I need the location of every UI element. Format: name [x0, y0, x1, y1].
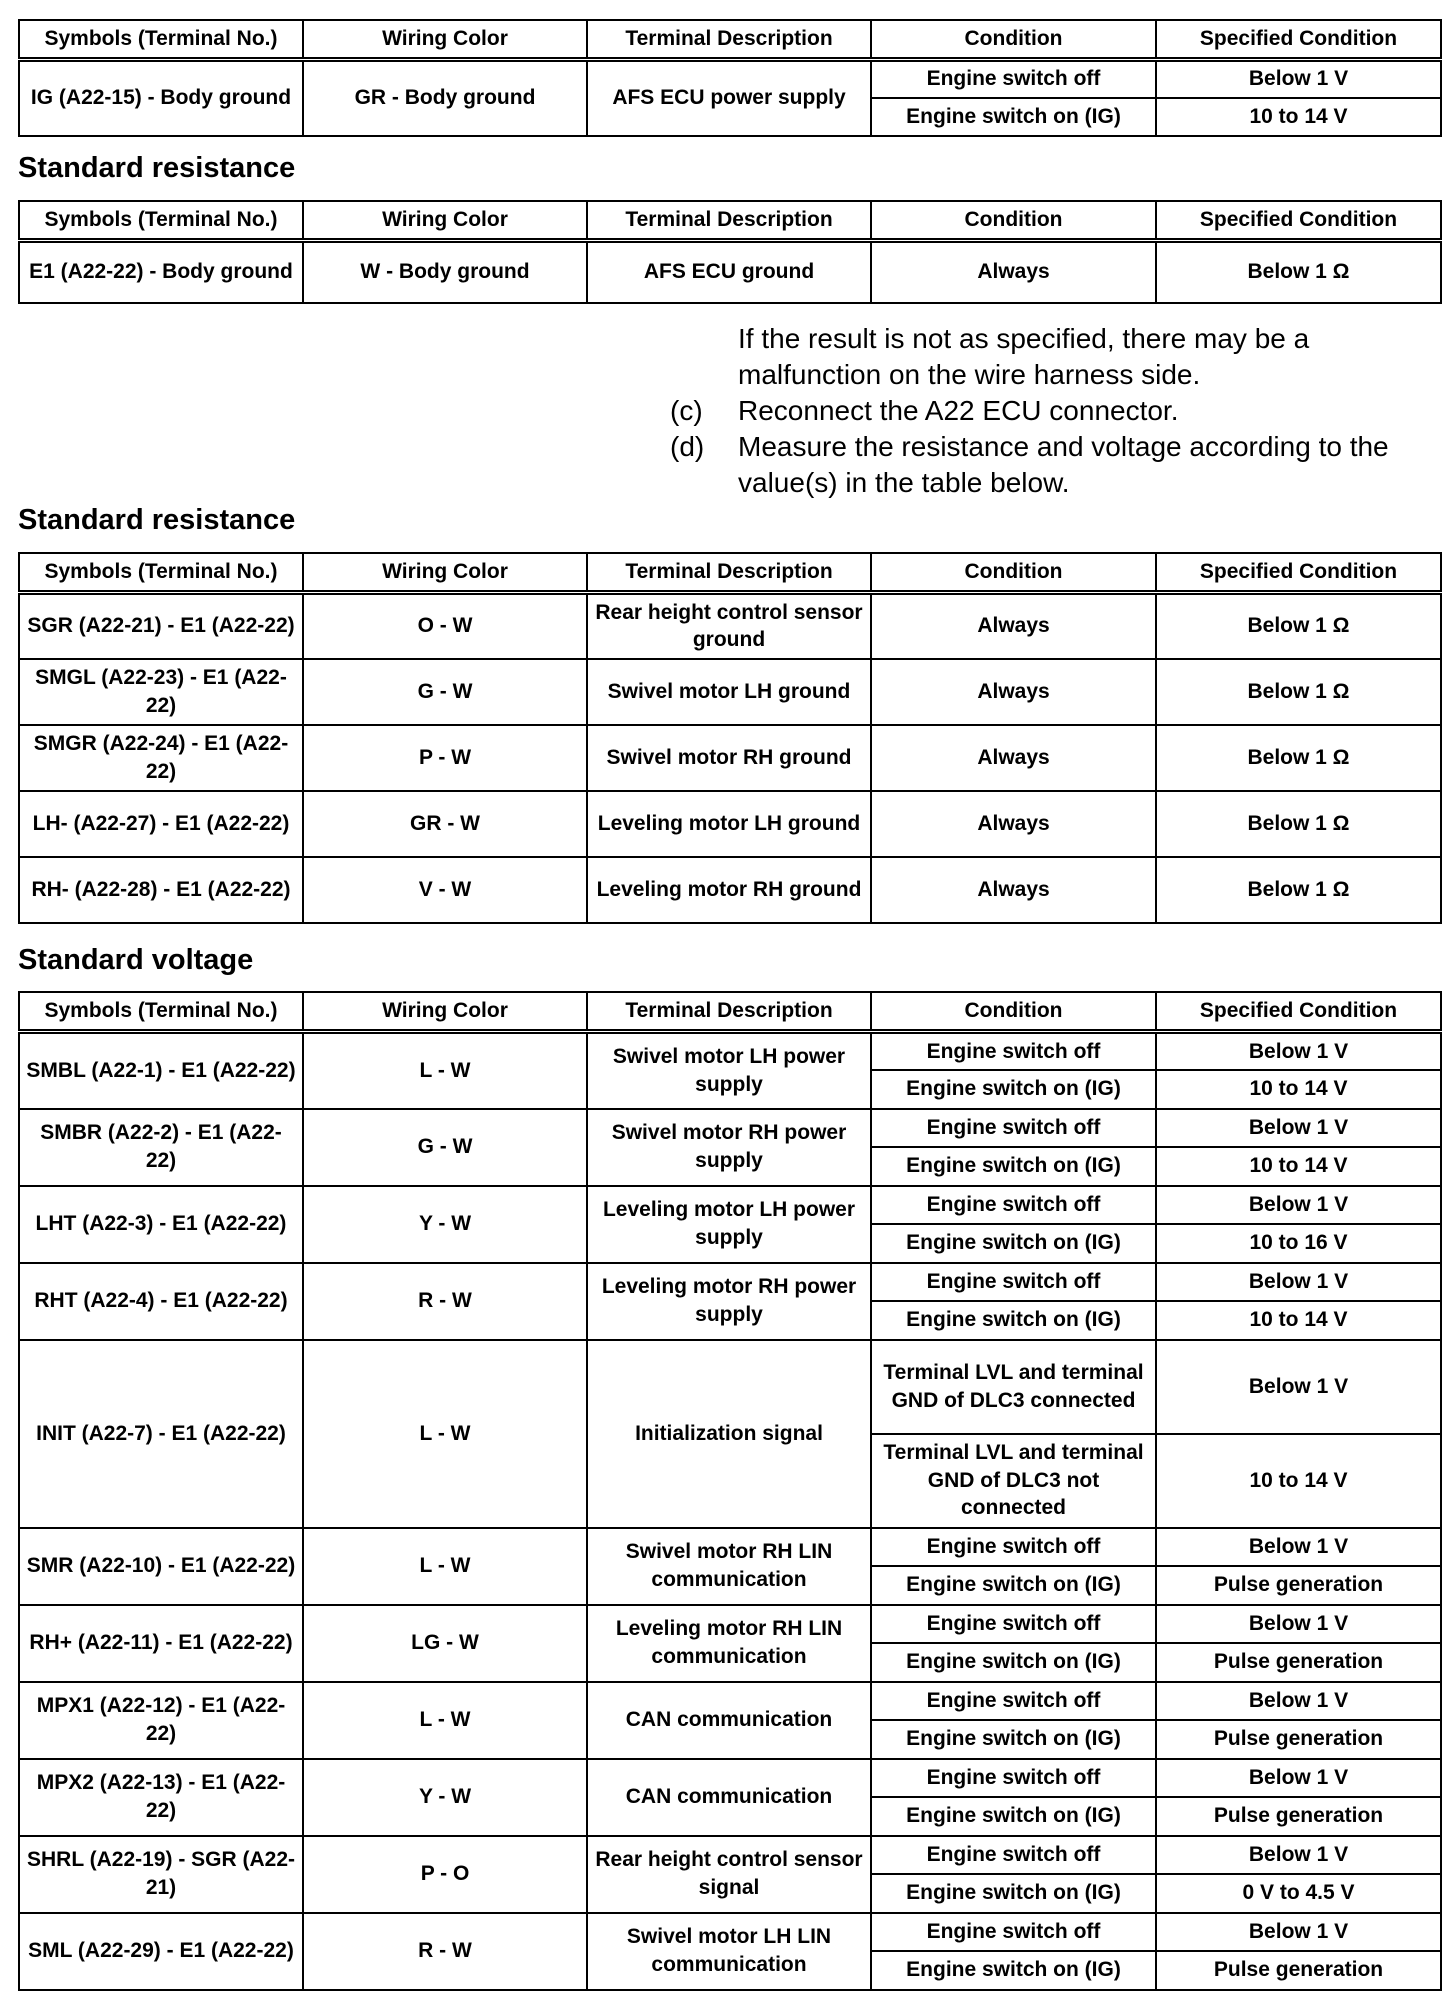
symbol-cell: RHT (A22-4) - E1 (A22-22): [19, 1263, 303, 1340]
terminal-description-cell: Swivel motor LH ground: [587, 659, 871, 725]
condition-cell: Engine switch off: [871, 1682, 1156, 1721]
condition-cell: Engine switch on (IG): [871, 1720, 1156, 1759]
wiring-color-cell: LG - W: [303, 1605, 587, 1682]
table-row: [19, 241, 1441, 303]
symbol-cell: SMGL (A22-23) - E1 (A22-22): [19, 659, 303, 725]
column-header: Specified Condition: [1156, 201, 1441, 241]
terminal-description-cell: AFS ECU power supply: [587, 60, 871, 136]
specified-condition-cell: Below 1 V: [1156, 1528, 1441, 1567]
column-header: Specified Condition: [1156, 20, 1441, 60]
wiring-color-cell: G - W: [303, 1109, 587, 1186]
wiring-color-cell: L - W: [303, 1340, 587, 1528]
terminal-description-cell: Leveling motor RH LIN communication: [587, 1605, 871, 1682]
column-header: Wiring Color: [303, 201, 587, 241]
specified-condition-cell: Pulse generation: [1156, 1797, 1441, 1836]
wiring-color-cell: O - W: [303, 593, 587, 659]
table-row: [19, 857, 1441, 923]
column-header: Terminal Description: [587, 201, 871, 241]
symbol-cell: MPX2 (A22-13) - E1 (A22-22): [19, 1759, 303, 1836]
terminal-description-cell: CAN communication: [587, 1682, 871, 1759]
specified-condition-cell: Below 1 Ω: [1156, 659, 1441, 725]
condition-cell: Engine switch off: [871, 1913, 1156, 1952]
table-row: [19, 1682, 1441, 1721]
terminal-description-cell: Swivel motor RH LIN communication: [587, 1528, 871, 1605]
condition-cell: Always: [871, 791, 1156, 857]
symbol-cell: E1 (A22-22) - Body ground: [19, 241, 303, 303]
wiring-color-cell: GR - Body ground: [303, 60, 587, 136]
table-row: [19, 1109, 1441, 1148]
column-header: Condition: [871, 992, 1156, 1032]
terminal-description-cell: Leveling motor LH power supply: [587, 1186, 871, 1263]
table-row: [19, 791, 1441, 857]
table-row: [19, 593, 1441, 659]
specified-condition-cell: Below 1 V: [1156, 1032, 1441, 1071]
symbol-cell: RH+ (A22-11) - E1 (A22-22): [19, 1605, 303, 1682]
condition-cell: Engine switch on (IG): [871, 1797, 1156, 1836]
table-row: [19, 1913, 1441, 1952]
condition-cell: Always: [871, 593, 1156, 659]
column-header: Terminal Description: [587, 553, 871, 593]
wiring-color-cell: L - W: [303, 1032, 587, 1109]
table-row: [19, 1759, 1441, 1798]
condition-cell: Engine switch off: [871, 1263, 1156, 1302]
specified-condition-cell: Pulse generation: [1156, 1720, 1441, 1759]
specified-condition-cell: 10 to 14 V: [1156, 1301, 1441, 1340]
column-header: Symbols (Terminal No.): [19, 20, 303, 60]
header-row: [19, 553, 1441, 593]
table-row: [19, 1263, 1441, 1302]
wiring-color-cell: L - W: [303, 1528, 587, 1605]
table-row: [19, 1340, 1441, 1434]
specified-condition-cell: Pulse generation: [1156, 1951, 1441, 1990]
terminal-description-cell: Leveling motor RH ground: [587, 857, 871, 923]
terminal-description-cell: Initialization signal: [587, 1340, 871, 1528]
specified-condition-cell: Below 1 Ω: [1156, 791, 1441, 857]
specified-condition-cell: 10 to 14 V: [1156, 1147, 1441, 1186]
condition-cell: Engine switch on (IG): [871, 1147, 1156, 1186]
column-header: Specified Condition: [1156, 553, 1441, 593]
table-row: [19, 725, 1441, 791]
column-header: Specified Condition: [1156, 992, 1441, 1032]
symbol-cell: LH- (A22-27) - E1 (A22-22): [19, 791, 303, 857]
terminal-description-cell: Swivel motor RH power supply: [587, 1109, 871, 1186]
column-header: Wiring Color: [303, 20, 587, 60]
symbol-cell: SGR (A22-21) - E1 (A22-22): [19, 593, 303, 659]
header-row: [19, 992, 1441, 1032]
condition-cell: Always: [871, 725, 1156, 791]
terminal-description-cell: Leveling motor LH ground: [587, 791, 871, 857]
terminal-description-cell: CAN communication: [587, 1759, 871, 1836]
terminal-description-cell: Rear height control sensor signal: [587, 1836, 871, 1913]
column-header: Symbols (Terminal No.): [19, 992, 303, 1032]
specified-condition-cell: Below 1 V: [1156, 1186, 1441, 1225]
table-row: [19, 1032, 1441, 1071]
symbol-cell: INIT (A22-7) - E1 (A22-22): [19, 1340, 303, 1528]
specified-condition-cell: Below 1 V: [1156, 1836, 1441, 1875]
specified-condition-cell: 10 to 14 V: [1156, 1434, 1441, 1528]
terminal-description-cell: Rear height control sensor ground: [587, 593, 871, 659]
header-row: [19, 201, 1441, 241]
table-standard-voltage: [18, 991, 1442, 1991]
symbol-cell: SMBL (A22-1) - E1 (A22-22): [19, 1032, 303, 1109]
table-ground-resistance: [18, 200, 1442, 304]
condition-cell: Always: [871, 241, 1156, 303]
wiring-color-cell: P - W: [303, 725, 587, 791]
table-power-supply-voltage: [18, 19, 1442, 137]
column-header: Condition: [871, 201, 1156, 241]
specified-condition-cell: Below 1 V: [1156, 1263, 1441, 1302]
column-header: Symbols (Terminal No.): [19, 201, 303, 241]
instruction-step-c: (c) Reconnect the A22 ECU connector.: [670, 395, 1179, 426]
specified-condition-cell: Below 1 Ω: [1156, 241, 1441, 303]
wiring-color-cell: Y - W: [303, 1186, 587, 1263]
instruction-note: If the result is not as specified, there may be a malfunction on the wire harness side.: [738, 323, 1310, 390]
instruction-step-d: (d) Measure the resistance and voltage according to the value(s) in the table below.: [670, 431, 1389, 498]
table-row: [19, 1528, 1441, 1567]
symbol-cell: SML (A22-29) - E1 (A22-22): [19, 1913, 303, 1990]
condition-cell: Engine switch off: [871, 1759, 1156, 1798]
specified-condition-cell: Below 1 V: [1156, 1759, 1441, 1798]
column-header: Terminal Description: [587, 992, 871, 1032]
symbol-cell: SMBR (A22-2) - E1 (A22-22): [19, 1109, 303, 1186]
column-header: Condition: [871, 20, 1156, 60]
wiring-color-cell: R - W: [303, 1263, 587, 1340]
condition-cell: Engine switch off: [871, 1605, 1156, 1644]
table-row: [19, 1836, 1441, 1875]
specified-condition-cell: Below 1 V: [1156, 1605, 1441, 1644]
condition-cell: Always: [871, 659, 1156, 725]
condition-cell: Engine switch on (IG): [871, 1874, 1156, 1913]
symbol-cell: MPX1 (A22-12) - E1 (A22-22): [19, 1682, 303, 1759]
wiring-color-cell: GR - W: [303, 791, 587, 857]
column-header: Terminal Description: [587, 20, 871, 60]
condition-cell: Engine switch on (IG): [871, 1301, 1156, 1340]
symbol-cell: IG (A22-15) - Body ground: [19, 60, 303, 136]
specified-condition-cell: Below 1 V: [1156, 1109, 1441, 1148]
wiring-color-cell: L - W: [303, 1682, 587, 1759]
wiring-color-cell: W - Body ground: [303, 241, 587, 303]
specified-condition-cell: Below 1 V: [1156, 1913, 1441, 1952]
symbol-cell: SMR (A22-10) - E1 (A22-22): [19, 1528, 303, 1605]
column-header: Condition: [871, 553, 1156, 593]
terminal-description-cell: Swivel motor RH ground: [587, 725, 871, 791]
wiring-color-cell: G - W: [303, 659, 587, 725]
table-row: [19, 1186, 1441, 1225]
table-row: [19, 1605, 1441, 1644]
condition-cell: Engine switch off: [871, 1186, 1156, 1225]
condition-cell: Engine switch off: [871, 1032, 1156, 1071]
condition-cell: Always: [871, 857, 1156, 923]
specified-condition-cell: Pulse generation: [1156, 1643, 1441, 1682]
specified-condition-cell: Below 1 V: [1156, 1340, 1441, 1434]
condition-cell: Engine switch off: [871, 60, 1156, 98]
terminal-description-cell: AFS ECU ground: [587, 241, 871, 303]
section-title-standard-voltage: Standard voltage: [18, 944, 254, 976]
column-header: Symbols (Terminal No.): [19, 553, 303, 593]
specified-condition-cell: 10 to 14 V: [1156, 98, 1441, 136]
wiring-color-cell: Y - W: [303, 1759, 587, 1836]
header-row: [19, 20, 1441, 60]
terminal-description-cell: Leveling motor RH power supply: [587, 1263, 871, 1340]
condition-cell: Terminal LVL and terminal GND of DLC3 not connected: [871, 1434, 1156, 1528]
condition-cell: Engine switch on (IG): [871, 1643, 1156, 1682]
condition-cell: Engine switch off: [871, 1528, 1156, 1567]
condition-cell: Engine switch on (IG): [871, 1224, 1156, 1263]
specified-condition-cell: Below 1 V: [1156, 1682, 1441, 1721]
table-row: [19, 60, 1441, 98]
specified-condition-cell: Pulse generation: [1156, 1566, 1441, 1605]
table-row: [19, 659, 1441, 725]
condition-cell: Engine switch on (IG): [871, 1566, 1156, 1605]
condition-cell: Engine switch on (IG): [871, 98, 1156, 136]
wiring-color-cell: R - W: [303, 1913, 587, 1990]
symbol-cell: SMGR (A22-24) - E1 (A22-22): [19, 725, 303, 791]
condition-cell: Engine switch on (IG): [871, 1951, 1156, 1990]
symbol-cell: RH- (A22-28) - E1 (A22-22): [19, 857, 303, 923]
condition-cell: Engine switch off: [871, 1109, 1156, 1148]
wiring-color-cell: V - W: [303, 857, 587, 923]
section-title-standard-resistance-2: Standard resistance: [18, 504, 296, 536]
table-ground-resistances: [18, 552, 1442, 924]
section-title-standard-resistance-1: Standard resistance: [18, 152, 296, 184]
specified-condition-cell: Below 1 Ω: [1156, 725, 1441, 791]
symbol-cell: LHT (A22-3) - E1 (A22-22): [19, 1186, 303, 1263]
wiring-color-cell: P - O: [303, 1836, 587, 1913]
specified-condition-cell: Below 1 Ω: [1156, 857, 1441, 923]
condition-cell: Terminal LVL and terminal GND of DLC3 connected: [871, 1340, 1156, 1434]
column-header: Wiring Color: [303, 553, 587, 593]
condition-cell: Engine switch off: [871, 1836, 1156, 1875]
specified-condition-cell: Below 1 Ω: [1156, 593, 1441, 659]
specified-condition-cell: 0 V to 4.5 V: [1156, 1874, 1441, 1913]
terminal-description-cell: Swivel motor LH power supply: [587, 1032, 871, 1109]
instructions: [670, 321, 1440, 501]
column-header: Wiring Color: [303, 992, 587, 1032]
specified-condition-cell: Below 1 V: [1156, 60, 1441, 98]
specified-condition-cell: 10 to 14 V: [1156, 1070, 1441, 1109]
terminal-description-cell: Swivel motor LH LIN communication: [587, 1913, 871, 1990]
symbol-cell: SHRL (A22-19) - SGR (A22-21): [19, 1836, 303, 1913]
specified-condition-cell: 10 to 16 V: [1156, 1224, 1441, 1263]
condition-cell: Engine switch on (IG): [871, 1070, 1156, 1109]
